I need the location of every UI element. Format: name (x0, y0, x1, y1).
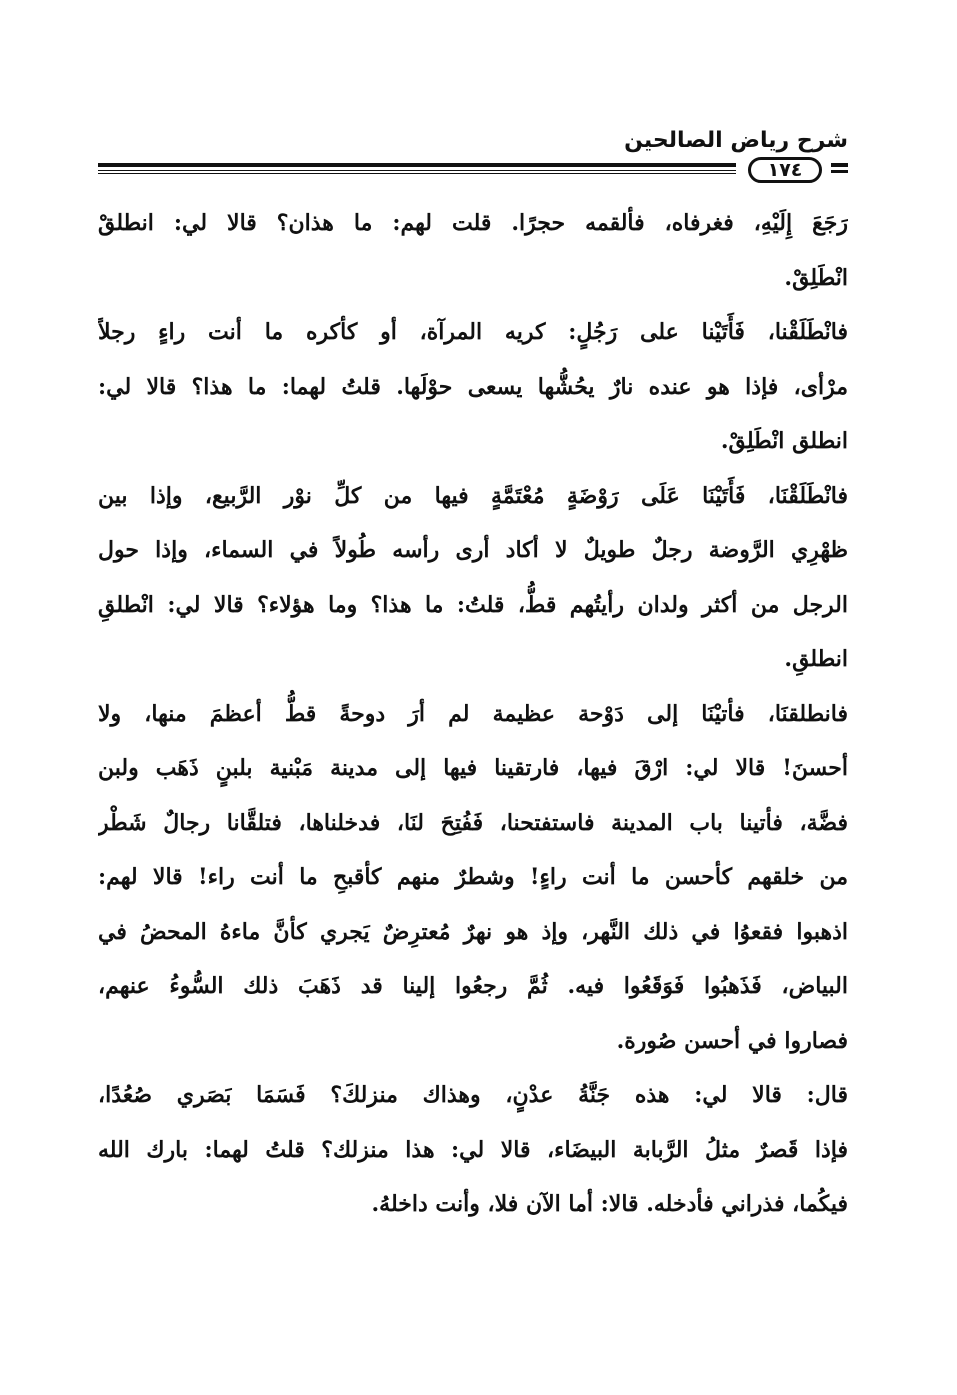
paragraph-4 (98, 687, 848, 1069)
paragraph-3 (98, 469, 848, 687)
text-line: الرجل من أكثر ولدان رأيتُهم قطُّ، قلتُ: ما هذا؟ وما هؤلاء؟ قالا لي: انْطلقِ (98, 591, 848, 618)
paragraph-1 (98, 196, 848, 305)
text-line: قال: قالا لي: هذه جَنَّةُ عدْنٍ، وهذاك منزلكَ؟ فَسَمَا بَصَري صُعُدًا، (98, 1082, 848, 1108)
text-line: فانطلقنَا، فأتيْنَا إلى دَوْحة عظيمة لم أرَ دوحةً قطُّ أعظمَ منها، ولا (98, 700, 848, 727)
header-rule (98, 157, 848, 181)
text-body (98, 196, 848, 1232)
paragraph-2 (98, 305, 848, 469)
page-number: ١٧٤ (748, 157, 822, 183)
rule-end (831, 163, 848, 167)
rule-line (98, 170, 736, 171)
book-title: شرح رياض الصالحين (624, 128, 848, 153)
text-line: أحسنَ! قالا لي: ارْقَ فيها، فارتقينا فيها إلى مدينة مَبْنية بلبنٍ ذَهَب ولبن (98, 755, 848, 781)
text-line: ظهْرِي الرَّوضة رجلٌ طويلٌ لا أكاد أرى رأسه طُولاً في السماء، وإذا حول (98, 537, 848, 563)
text-line: فضَّة، فأتينا باب المدينة فاستفتحنا، فَفُتِحَ لنَا، فدخلناها، فتلقَّانا رجالٌ شَطْر (98, 809, 848, 836)
rule-end (831, 170, 848, 173)
text-line: فيكُما، فذراني فأدخله. قالا: أما الآن فلا، وأنت داخلهُ. (371, 1191, 848, 1217)
text-line: رَجَعَ إِلَيْهِ، فغرفاه، فألقمه حجرًا. قلت لهم: ما هذان؟ قالا لي: انطلقْ (98, 210, 848, 236)
text-line: البياض، فَذَهبُوا فَوَقَعُوا فيه. ثُمَّ رجعُوا إلينا قد ذَهَبَ ذلك السُّوءُ عنهم، (98, 973, 848, 999)
text-line: فانْطَلَقْنا، فَأَتَيْنا على رَجُلٍ: كريه المرآة، أو كأكره ما أنت راءٍ رجلاً (98, 319, 848, 345)
text-line: فصاروا في أحسن صُورة. (616, 1027, 848, 1054)
text-line: فانْطَلَقْنَا، فَأَتَيْنَا عَلَى رَوْضَةٍ مُعْتَمَّةٍ فيها من كلِّ نوْر الرَّبيع، وإذا بين (98, 482, 848, 509)
paragraph-5 (98, 1068, 848, 1232)
rule-line (98, 173, 736, 174)
rule-line (98, 163, 736, 167)
page-header (98, 120, 848, 184)
text-line: اذهبوا فقعوُا في ذلك النَّهر، وإذ هو نهرٌ مُعترِضٌ يَجري كأنَّ ماءهُ المحضُ في (98, 918, 848, 945)
text-line: من خلقهم كأحسن ما أنت راءٍ! وشطرٌ منهم كأقبحِ ما أنت راء! قالا لهم: (98, 864, 848, 890)
text-line: مرْأى، فإذا هو عنده نارٌ يحُشُّها يسعى حوْلَها. قلتُ لهما: ما هذا؟ قالا لي: (98, 373, 848, 400)
text-line: انطلقِ. (784, 646, 848, 672)
text-line: انطلق انْطَلِقْ. (720, 428, 848, 454)
text-line: فإذا قَصرٌ مثلُ الرَّبابة البيضَاء، قالا لي: هذا منزلك؟ قلتُ لهما: بارك الله (98, 1136, 848, 1163)
text-line: انْطَلِقْ. (784, 264, 848, 291)
